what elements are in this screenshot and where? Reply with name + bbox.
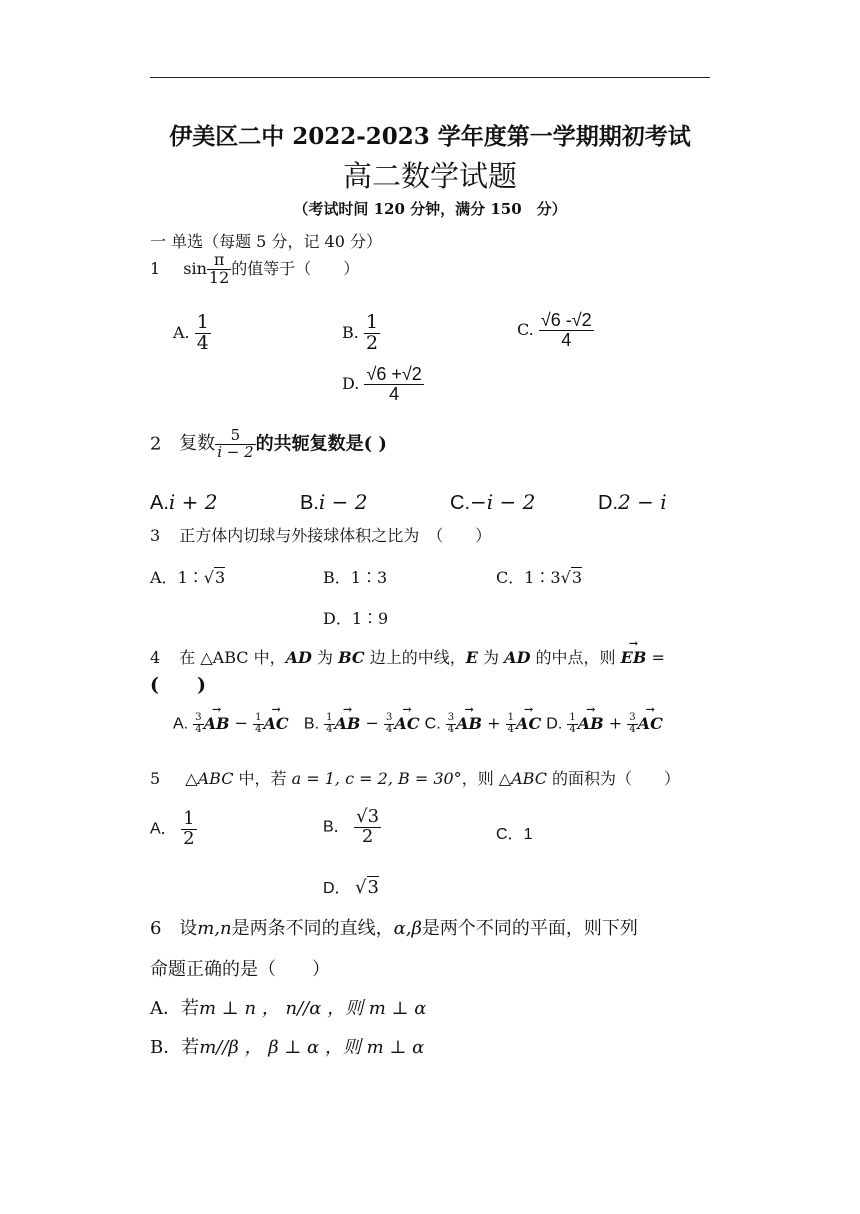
option-label: A. (150, 492, 169, 514)
option-text: 1∶9 (351, 609, 389, 628)
question-stem: 中，若 (233, 769, 292, 788)
option-3a (150, 565, 225, 588)
option-text: 1∶3 (350, 568, 388, 587)
question-stem: 的中点，则 (530, 648, 621, 667)
math-symbol: m,n (197, 918, 232, 939)
math-symbol: BC (338, 648, 365, 667)
fraction (506, 713, 516, 735)
option-label: D． (323, 880, 351, 897)
vector-ab: → AB (578, 714, 604, 733)
vector-ab: → AB (456, 714, 482, 733)
section-heading: 一 单选（每题 5 分，记 40 分） (150, 232, 382, 251)
fraction-denominator: 4 (389, 383, 400, 404)
fraction (324, 713, 334, 735)
math-symbol: α,β (393, 918, 422, 939)
option-text: m ⊥ n ， n//α ，则 m ⊥ α (199, 998, 427, 1019)
option-label: B． (323, 568, 351, 587)
vector-ab: → AB (204, 714, 230, 733)
sqrt-radicand: 3 (214, 568, 226, 587)
fraction-numerator: 3 (629, 712, 636, 723)
option-text: 1∶ (177, 568, 204, 587)
vector-ac: → AC (264, 714, 289, 733)
fraction-numerator: 5 (215, 428, 255, 445)
question-number: 3 (150, 526, 161, 545)
vector-ac: → AC (516, 714, 541, 733)
header-rule (150, 77, 710, 78)
option-3b (323, 565, 387, 588)
fraction (364, 313, 380, 354)
fraction-denominator: 4 (386, 723, 393, 735)
fraction-numerator: 1 (196, 311, 209, 333)
option-label: C． (496, 568, 525, 587)
fraction-numerator: 1 (507, 712, 515, 723)
question-stem: ，则 (461, 769, 499, 788)
fraction (207, 252, 231, 287)
question-stem: 边上的中线， (364, 648, 466, 667)
option-label: B．若 (150, 1037, 200, 1058)
sqrt-radicand: 3 (367, 877, 379, 898)
option-label: B. (303, 715, 320, 733)
option-label: A. (173, 715, 189, 733)
fraction (195, 313, 211, 354)
option-1a (173, 313, 211, 354)
option-text: 1 (523, 826, 533, 843)
option-label: A. (173, 322, 190, 342)
fraction (215, 428, 255, 461)
option-label: A．若 (150, 998, 199, 1019)
math-symbol: E (465, 648, 478, 667)
equals-sign: = (646, 648, 665, 667)
question-number: 1 (150, 258, 161, 278)
fraction-numerator: √3 (356, 806, 380, 827)
fraction-denominator: i − 2 (217, 442, 254, 461)
option-2c (450, 490, 535, 515)
math-condition: a = 1, c = 2, B = 30° (291, 769, 462, 788)
fraction-numerator: π (207, 252, 231, 270)
option-label: B. (300, 492, 319, 514)
fraction-denominator: 4 (629, 723, 636, 735)
option-text: 2 − i (618, 490, 667, 514)
question-stem-prefix: sin (183, 258, 207, 278)
question-4-options (173, 713, 663, 735)
option-6a (150, 994, 426, 1020)
option-label: A． (150, 820, 177, 838)
option-label: B． (323, 818, 350, 836)
fraction (539, 311, 594, 350)
option-text: m//β ， β ⊥ α ，则 m ⊥ α (199, 1037, 425, 1058)
fraction (384, 713, 394, 735)
question-stem: 设 (179, 918, 198, 939)
operator: + (487, 713, 501, 733)
fraction (193, 713, 203, 735)
fraction-denominator: 4 (195, 723, 202, 735)
option-5c (496, 821, 532, 844)
option-label: C. (450, 492, 470, 514)
option-1c (517, 311, 594, 350)
exam-info: （考试时间 120 分钟，满分 150 分） (293, 200, 567, 218)
question-5 (150, 766, 680, 789)
fraction-numerator: 1 (255, 712, 262, 723)
question-4 (150, 645, 665, 668)
option-1d (342, 365, 424, 404)
math-symbol: AD (285, 648, 312, 667)
option-label: D. (342, 373, 360, 393)
question-stem: 为 (477, 648, 505, 667)
question-stem-suffix: 的值等于（ ） (231, 258, 360, 278)
fraction-numerator: 1 (326, 712, 333, 723)
question-stem: 为 (311, 648, 339, 667)
sqrt-radicand: 3 (571, 568, 583, 587)
question-6-line2: 命题正确的是（ ） (150, 959, 330, 980)
question-2 (150, 428, 387, 461)
option-label: D. (546, 715, 563, 733)
fraction-numerator: 1 (183, 808, 195, 829)
fraction-numerator: 1 (569, 712, 576, 723)
math-symbol: AD (504, 648, 531, 667)
question-number: 2 (150, 433, 162, 455)
exam-title: 伊美区二中 2022-2023 学年度第一学期期初考试 (169, 123, 691, 150)
fraction (354, 808, 381, 847)
sqrt-symbol: √ (355, 877, 367, 898)
question-stem-suffix: 的共轭复数是( ) (255, 433, 387, 455)
question-stem: 是两条不同的直线， (231, 918, 394, 939)
fraction-denominator: 4 (255, 723, 262, 735)
question-4-paren: ( ) (150, 674, 206, 696)
question-stem-prefix: 复数 (179, 433, 216, 455)
question-1 (150, 252, 359, 287)
fraction-denominator: 4 (326, 723, 333, 735)
fraction-numerator: √6 -√2 (540, 310, 592, 330)
option-label: B. (342, 322, 359, 342)
fraction-numerator: √6 +√2 (366, 364, 422, 384)
question-3 (150, 523, 491, 546)
option-text: i − 2 (318, 490, 368, 514)
fraction-numerator: 3 (386, 712, 393, 723)
fraction (627, 713, 637, 735)
option-5d (323, 875, 379, 898)
fraction-denominator: 4 (507, 723, 515, 735)
fraction (181, 810, 196, 849)
option-text: −i − 2 (470, 490, 536, 514)
option-3d (323, 606, 388, 629)
fraction-numerator: 1 (365, 311, 379, 333)
question-6 (150, 914, 638, 940)
question-stem: 正方体内切球与外接球体积之比为 （ ） (179, 526, 492, 545)
option-label: C. (424, 715, 441, 733)
option-1b (342, 313, 380, 354)
option-label: D. (598, 492, 618, 514)
option-6b (150, 1033, 424, 1059)
option-2d (598, 490, 667, 515)
fraction (364, 365, 423, 404)
option-5b (323, 808, 381, 847)
sqrt-symbol: √ (560, 568, 571, 587)
fraction-denominator: 4 (569, 723, 576, 735)
option-2a (150, 490, 218, 515)
option-label: D． (323, 609, 352, 628)
fraction-denominator: 4 (196, 331, 209, 354)
option-2b (300, 490, 368, 515)
question-number: 5 (150, 769, 161, 788)
math-symbol: △ABC (498, 769, 547, 788)
question-stem: 是两个不同的平面，则下列 (421, 918, 638, 939)
fraction-denominator: 2 (183, 827, 195, 849)
option-label: C． (496, 826, 524, 843)
option-text: i + 2 (168, 490, 218, 514)
option-text: 1∶3 (524, 568, 561, 587)
math-symbol: △ABC (185, 769, 234, 788)
fraction-denominator: 12 (208, 267, 230, 287)
question-number: 4 (150, 648, 161, 667)
fraction-denominator: 4 (561, 329, 572, 350)
sqrt-symbol: √ (203, 568, 214, 587)
operator: − (234, 713, 249, 733)
fraction (446, 713, 456, 735)
option-label: C. (517, 319, 534, 339)
option-label: A． (150, 568, 178, 587)
question-number: 6 (150, 918, 162, 939)
fraction (253, 713, 263, 735)
question-stem: 在 △ABC 中， (179, 648, 286, 667)
fraction-denominator: 4 (447, 723, 455, 735)
vector-ac: → AC (394, 714, 419, 733)
operator: − (365, 713, 379, 733)
fraction (567, 713, 577, 735)
fraction-numerator: 3 (447, 712, 455, 723)
fraction-numerator: 3 (195, 712, 202, 723)
question-stem: 的面积为（ ） (546, 769, 681, 788)
fraction-denominator: 2 (361, 825, 374, 847)
option-3c (496, 565, 582, 588)
option-5a (150, 810, 197, 849)
exam-subtitle: 高二数学试题 (342, 159, 517, 193)
fraction-denominator: 2 (365, 331, 379, 354)
vector-eb: → EB (621, 648, 647, 667)
vector-ac: → AC (638, 714, 663, 733)
vector-ab: → AB (335, 714, 361, 733)
operator: + (608, 713, 623, 733)
